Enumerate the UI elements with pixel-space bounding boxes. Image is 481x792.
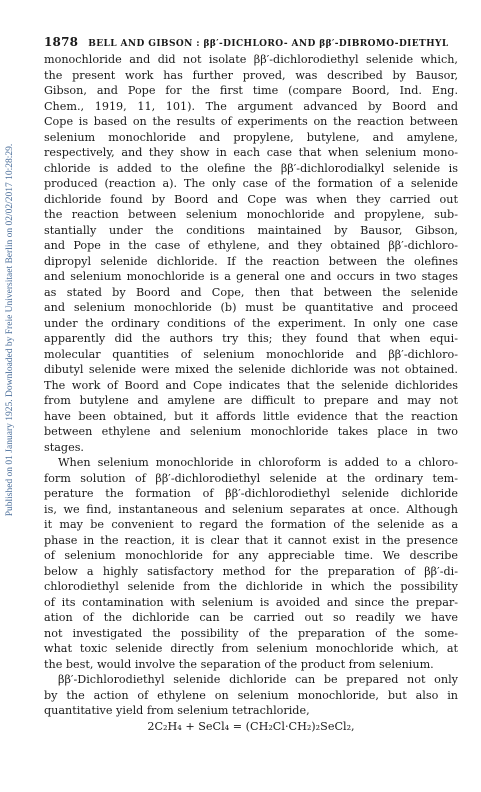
text-line: Gibson, and Pope for the first time (compare Boord, Ind. Eng. (44, 84, 458, 97)
text-line: from butylene and amylene are difficult to prepare and may not (44, 394, 458, 407)
text-line: of selenium monochloride for any appreciable time. We describe (44, 549, 458, 562)
text-line: and selenium monochloride (b) must be quantitative and proceed (44, 301, 458, 314)
text-line: what toxic selenide directly from selenium monochloride which, at (44, 642, 458, 655)
text-line: Chem., 1919, 11, 101). The argument advanced by Boord and (44, 99, 458, 113)
text-line: the reaction between selenium monochloride and propylene, sub- (44, 208, 458, 221)
text-line: and Pope in the case of ethylene, and they obtained ββ′-dichloro- (44, 239, 458, 252)
text-line: under the ordinary conditions of the experiment. In only one case (44, 316, 458, 330)
text-line: the present work has further proved, was described by Bausor, (44, 68, 458, 82)
download-watermark (0, 90, 20, 570)
text-line: between ethylene and selenium monochloride takes place in two (44, 425, 458, 438)
text-line: phase in the reaction, it is clear that it cannot exist in the presence (44, 533, 458, 547)
text-line: When selenium monochloride in chloroform is added to a chloro- (58, 456, 458, 469)
text-line: form solution of ββ′-dichlorodiethyl selenide at the ordinary tem- (44, 471, 458, 485)
text-line: is, we find, instantaneous and selenium separates at once. Although (44, 502, 458, 516)
text-line: and selenium monochloride is a general one and occurs in two stages (44, 270, 458, 283)
text-line: chloride is added to the olefine the ββ′-dichlorodialkyl selenide is (44, 161, 458, 175)
text-line: it may be convenient to regard the formation of the selenide as a (44, 518, 458, 531)
body-text (44, 52, 458, 734)
text-line: by the action of ethylene on selenium monochloride, but also in (44, 688, 458, 702)
text-line: The work of Boord and Cope indicates that the selenide dichlorides (44, 378, 458, 392)
text-line: produced (reaction a). The only case of the formation of a selenide (44, 177, 458, 190)
text-line: respectively, and they show in each case that when selenium mono- (44, 146, 458, 159)
text-line: chlorodiethyl selenide from the dichloride in which the possibility (44, 580, 458, 593)
text-line: below a highly satisfactory method for the preparation of ββ′-di- (44, 564, 458, 578)
text-line: apparently did the authors try this; they found that when equi- (44, 332, 458, 345)
text-line: molecular quantities of selenium monochloride and ββ′-dichloro- (44, 347, 458, 361)
text-line: Cope is based on the results of experiments on the reaction between (44, 115, 458, 128)
text-line: selenium monochloride and propylene, butylene, and amylene, (44, 130, 458, 144)
text-line: ation of the dichloride can be carried out so readily we have (44, 611, 458, 624)
text-line: stages. (44, 440, 84, 454)
text-line: stantially under the conditions maintained by Bausor, Gibson, (44, 223, 458, 237)
text-line: dipropyl selenide dichloride. If the reaction between the olefines (44, 254, 458, 268)
text-line: dichloride found by Boord and Cope was when they carried out (44, 192, 458, 206)
text-line: monochloride and did not isolate ββ′-dichlorodiethyl selenide which, (44, 53, 458, 66)
text-line: of its contamination with selenium is avoided and since the prepar- (44, 595, 458, 609)
text-line: ββ′-Dichlorodiethyl selenide dichloride can be prepared not only (58, 673, 458, 686)
page-header (44, 35, 464, 49)
text-line: as stated by Boord and Cope, then that between the selenide (44, 285, 458, 299)
chemical-equation: 2C₂H₄ + SeCl₄ = (CH₂Cl·CH₂)₂SeCl₂, (147, 719, 355, 733)
text-line: perature the formation of ββ′-dichlorodiethyl selenide dichloride (44, 487, 458, 500)
text-line: not investigated the possibility of the preparation of the some- (44, 626, 458, 640)
text-line: the best, would involve the separation of the product from selenium. (44, 657, 434, 671)
page-number: 1878 (44, 35, 79, 49)
running-title: BELL AND GIBSON : ββ′-DICHLORO- AND ββ′-DIBROMO-DIETHYL (88, 39, 449, 49)
text-line: dibutyl selenide were mixed the selenide dichloride was not obtained. (44, 363, 458, 376)
download-notice: Published on 01 January 1925. Downloaded by Freie Universitaet Berlin on 02/02/2017 10:28:29. (5, 143, 15, 517)
text-line: quantitative yield from selenium tetrachloride, (44, 704, 310, 717)
text-line: have been obtained, but it affords little evidence that the reaction (44, 409, 458, 423)
